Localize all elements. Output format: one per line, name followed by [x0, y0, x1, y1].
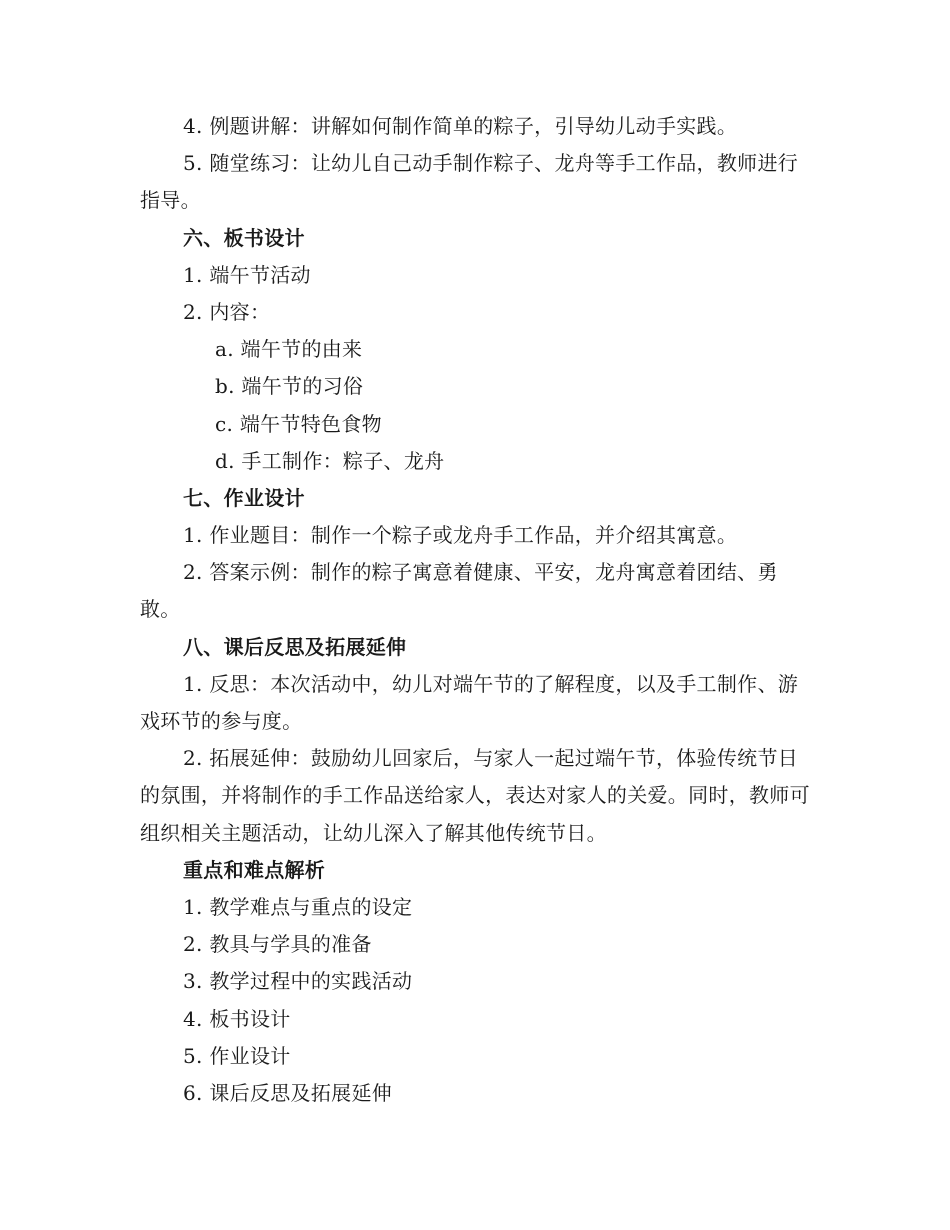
- key-point-1: 1. 教学难点与重点的设定: [183, 895, 413, 920]
- section-6-heading: 六、板书设计: [183, 225, 305, 250]
- key-point-6: 6. 课后反思及拓展延伸: [183, 1081, 393, 1106]
- step-4-paragraph: 4. 例题讲解：讲解如何制作简单的粽子，引导幼儿动手实践。: [183, 114, 738, 138]
- board-item-2: 2. 内容：: [183, 299, 271, 324]
- key-points-heading: 重点和难点解析: [183, 857, 326, 882]
- board-subitem-c: c. 端午节特色食物: [215, 411, 382, 436]
- board-subitem-a: a. 端午节的由来: [215, 337, 363, 362]
- board-subitem-d: d. 手工制作：粽子、龙舟: [215, 448, 445, 473]
- step-5-paragraph: 5. 随堂练习：让幼儿自己动手制作粽子、龙舟等手工作品，教师进行指导。: [140, 151, 799, 213]
- document-body: [140, 108, 810, 1112]
- key-point-3: 3. 教学过程中的实践活动: [183, 969, 413, 994]
- board-subitem-b: b. 端午节的习俗: [215, 374, 364, 399]
- key-point-5: 5. 作业设计: [183, 1043, 291, 1068]
- reflection-item-1: 1. 反思：本次活动中，幼儿对端午节的了解程度，以及手工制作、游戏环节的参与度。: [140, 671, 799, 734]
- key-point-2: 2. 教具与学具的准备: [183, 932, 372, 957]
- section-8-heading: 八、课后反思及拓展延伸: [183, 634, 407, 659]
- section-7-heading: 七、作业设计: [183, 485, 305, 510]
- reflection-item-2: 2. 拓展延伸：鼓励幼儿回家后，与家人一起过端午节，体验传统节日的氛围，并将制作的手工作品送给家人，表达对家人的关爱。同时，教师可组织相关主题活动，让幼儿深入了解其他传统节日。: [140, 746, 810, 845]
- board-item-1: 1. 端午节活动: [183, 262, 311, 287]
- key-point-4: 4. 板书设计: [183, 1006, 291, 1031]
- homework-item-2: 2. 答案示例：制作的粽子寓意着健康、平安，龙舟寓意着团结、勇敢。: [140, 560, 778, 622]
- homework-item-1: 1. 作业题目：制作一个粽子或龙舟手工作品，并介绍其寓意。: [183, 523, 738, 548]
